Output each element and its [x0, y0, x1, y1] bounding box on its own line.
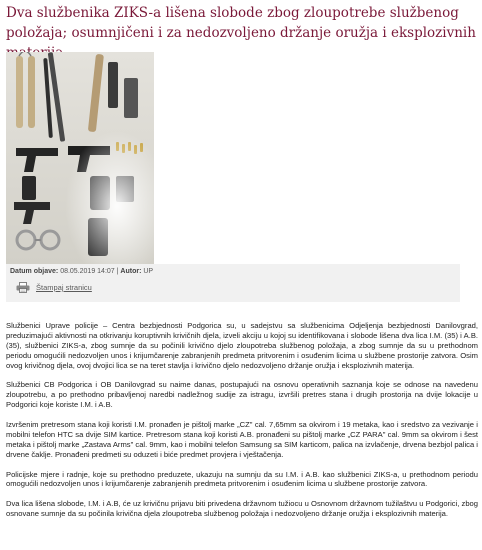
print-page-link[interactable]	[16, 282, 92, 293]
article-paragraph: Dva lica lišena slobode, I.M. i A.B, će uz krivičnu prijavu biti privedena državnom tužiocu u Osnovnom državnom tužilaštvu u Podgorici, zbog osnovane sumnje da su počinila krivična djela zloupotreba službenog položaja i nedozvoljeno držanje oružja i eksplozivnih materija.	[6, 499, 478, 519]
author-label: Autor:	[120, 268, 142, 275]
article-meta-box	[6, 264, 460, 302]
seized-items-photo	[6, 52, 154, 266]
article-paragraph: Službenici Uprave policije – Centra bezbjednosti Podgorica su, u sadejstvu sa službenicima Odjeljenja bezbjednosti Danilovgrad, preduzimajući aktivnosti na otkrivanju koruptivnih krivičnih djela, izveli akciju u kojoj su identifikovana i slobode lišena dva lica I.M. (35) i A.B. (35), službenici ZIKS-a, zbog sumnje da su počinili krivično djelo zloupotreba službenog položaja, a zbog sumnje da su u prethodnom periodu omogućili nedozvoljen unos i krijumčarenje zabranjenih predmeta pritvorenim i osuđenim licima u službene prostorije zatvora. Osim ovog krivičnog djela, ovoj dvojici lica se na teret stavlja i krivično djelo nedozvoljeno držanje oružja i eksplozivnih materija.	[6, 321, 478, 370]
author-value: UP	[143, 268, 154, 275]
printer-icon	[16, 282, 30, 293]
article-meta	[10, 268, 153, 275]
article-body	[6, 321, 478, 529]
meta-separator: |	[116, 268, 119, 275]
article-paragraph: Izvršenim pretresom stana koji koristi I.M. pronađen je pištolj marke „CZ" cal. 7,65mm sa okvirom i 19 metaka, kao i sredstvo za vezivanje i mobilni telefon HTC sa dvije SIM kartice. Pretresom stana koji koristi A.B. pronađeni su pištolj marke „CZ PARA" cal. 9mm sa okvirom i šest metaka i pištolj marke „Zastava Arms" cal. 9mm, kao i mobilni telefon Samsung sa SIM karticom, palica na izvlačenje, drvena bezbjol palica i drvene čaklje. Pronađeni predmeti su oduzeti i biće predmet provjera i vještačenja.	[6, 420, 478, 459]
date-value: 08.05.2019 14:07	[60, 268, 115, 275]
article-paragraph: Policijske mjere i radnje, koje su prethodno preduzete, ukazuju na sumnju da su I.M. i A.B. kao službenici ZIKS-a, u prethodnom periodu omogućili nedozvoljen unos i krijumčarenje zabranjenih predmeta pritvorenim i osuđenim licima u službene prostorije zatvora.	[6, 469, 478, 489]
print-page-label: Štampaj stranicu	[36, 283, 92, 292]
article-paragraph: Službenici CB Podgorica i OB Danilovgrad su naime danas, postupajući na osnovu operativnih saznanja koje se odnose na navedenu zloupotrebu, a po prethodno pribavljenoj naredbi nadležnog sudije za istragu, izvršili pretres stana i drugih prostorija na dvije lokacije u Podgorici koje koriste I.M. i A.B.	[6, 380, 478, 410]
date-label: Datum objave:	[10, 268, 59, 275]
article-title: Dva službenika ZIKS-a lišena slobode zbog zloupotrebe službenog položaja; osumnjičeni i za nedozvoljeno držanje oružja i eksplozivnih	[6, 5, 476, 41]
photo-illustration	[6, 52, 154, 266]
